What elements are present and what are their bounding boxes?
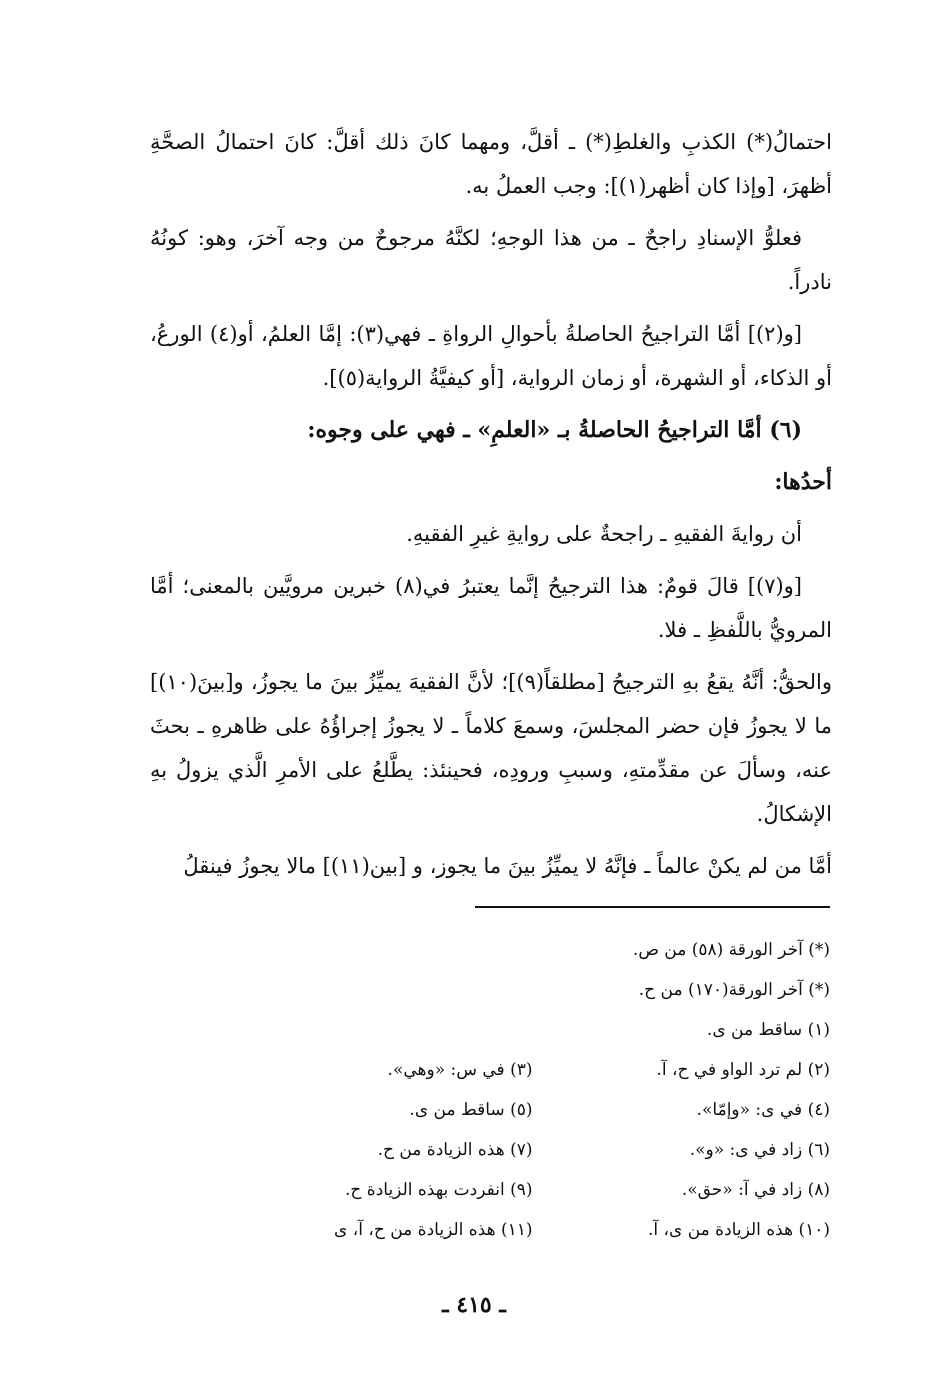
footnote-row xyxy=(235,1130,830,1170)
footnote-row xyxy=(235,1050,830,1090)
paragraph-4: أن روايةَ الفقيهِ ـ راجحةٌ على روايةِ غيرِ الفقيهِ. xyxy=(406,522,802,546)
footnote-6: (٦) زاد في ى: «و». xyxy=(689,1140,830,1160)
footnotes xyxy=(235,930,830,1250)
footnote-3: (٣) في س: «وهي». xyxy=(387,1060,533,1080)
footnote-1: (١) ساقط من ى. xyxy=(706,1020,830,1040)
footnote-row xyxy=(235,1210,830,1250)
paragraph-7: أمَّا من لم يكنْ عالماً ـ فإنَّهُ لا يميِّزُ بينَ ما يجوز، و [بين(١١)] مالا يجوزُ فينقلُ xyxy=(183,854,832,878)
footnote-10: (١٠) هذه الزيادة من ى، آ. xyxy=(648,1220,830,1240)
paragraph-6: والحقُّ: أنَّهُ يقعُ بهِ الترجيحُ [مطلقاً(٩)]؛ لأنَّ الفقيهَ يميِّزُ بينَ ما يجوزُ، و[بينَ(١٠)] ما لا يجوزُ فإن حضر المجلسَ، وسمعَ كلاماً ـ لا يجوزُ إجراؤُهُ على ظاهرهِ ـ بحثَ عنه، وسألَ عن مقدِّمتهِ، وسببِ ورودِه، فحينئذ: يطَّلعُ على الأمرِ الَّذي يزولُ بهِ الإشكالُ. xyxy=(150,670,832,826)
footnote-7: (٧) هذه الزيادة من ح. xyxy=(377,1140,533,1160)
footnote-4: (٤) في ى: «وإمّا». xyxy=(696,1100,830,1120)
footnote-divider xyxy=(475,906,830,908)
footnote-8: (٨) زاد في آ: «حق». xyxy=(681,1180,830,1200)
paragraph-5: [و(٧)] قالَ قومٌ: هذا الترجيحُ إنَّما يعتبرُ في(٨) خبرين مرويَّين بالمعنى؛ أمَّا المرويُّ باللَّفظِ ـ فلا. xyxy=(150,574,832,642)
paragraph-3: [و(٢)] أمَّا التراجيحُ الحاصلةُ بأحوالِ الرواةِ ـ فهي(٣): إمَّا العلمُ، أو(٤) الورعُ، أو الذكاء، أو الشهرة، أو زمان الرواية، [أو كيفيَّةُ الرواية(٥)]. xyxy=(150,322,832,390)
footnote-star-1: (*) آخر الورقة (٥٨) من ص. xyxy=(632,940,830,960)
footnote-5: (٥) ساقط من ى. xyxy=(409,1100,533,1120)
page-number: ـ ٤١٥ ـ xyxy=(442,1292,506,1318)
footnote-row xyxy=(235,1170,830,1210)
paragraph-2: فعلوُّ الإسنادِ راجحٌ ـ من هذا الوجهِ؛ لكنَّهُ مرجوحٌ من وجه آخرَ، وهو: كونُهُ نادراً. xyxy=(150,226,832,294)
footnote-11: (١١) هذه الزيادة من ح، آ، ى xyxy=(334,1220,533,1240)
paragraph-1: احتمالُ(*) الكذبِ والغلطِ(*) ـ أقلَّ، ومهما كانَ ذلك أقلَّ: كانَ احتمالُ الصحَّةِ أظهرَ، [وإذا كان أظهر(١)]: وجب العملُ به. xyxy=(150,130,832,198)
footnote-star-2: (*) آخر الورقة(١٧٠) من ح. xyxy=(638,980,830,1000)
subheading-first: أحدُها: xyxy=(774,469,832,495)
footnote-9: (٩) انفردت بهذه الزيادة ح. xyxy=(345,1180,533,1200)
footnote-2: (٢) لم ترد الواو في ح، آ. xyxy=(656,1060,830,1080)
section-heading: (٦) أمَّا التراجيحُ الحاصلةُ بـ «العلمِ» ـ فهي على وجوه: xyxy=(307,417,802,443)
main-text xyxy=(150,120,832,896)
footnote-row xyxy=(235,1090,830,1130)
